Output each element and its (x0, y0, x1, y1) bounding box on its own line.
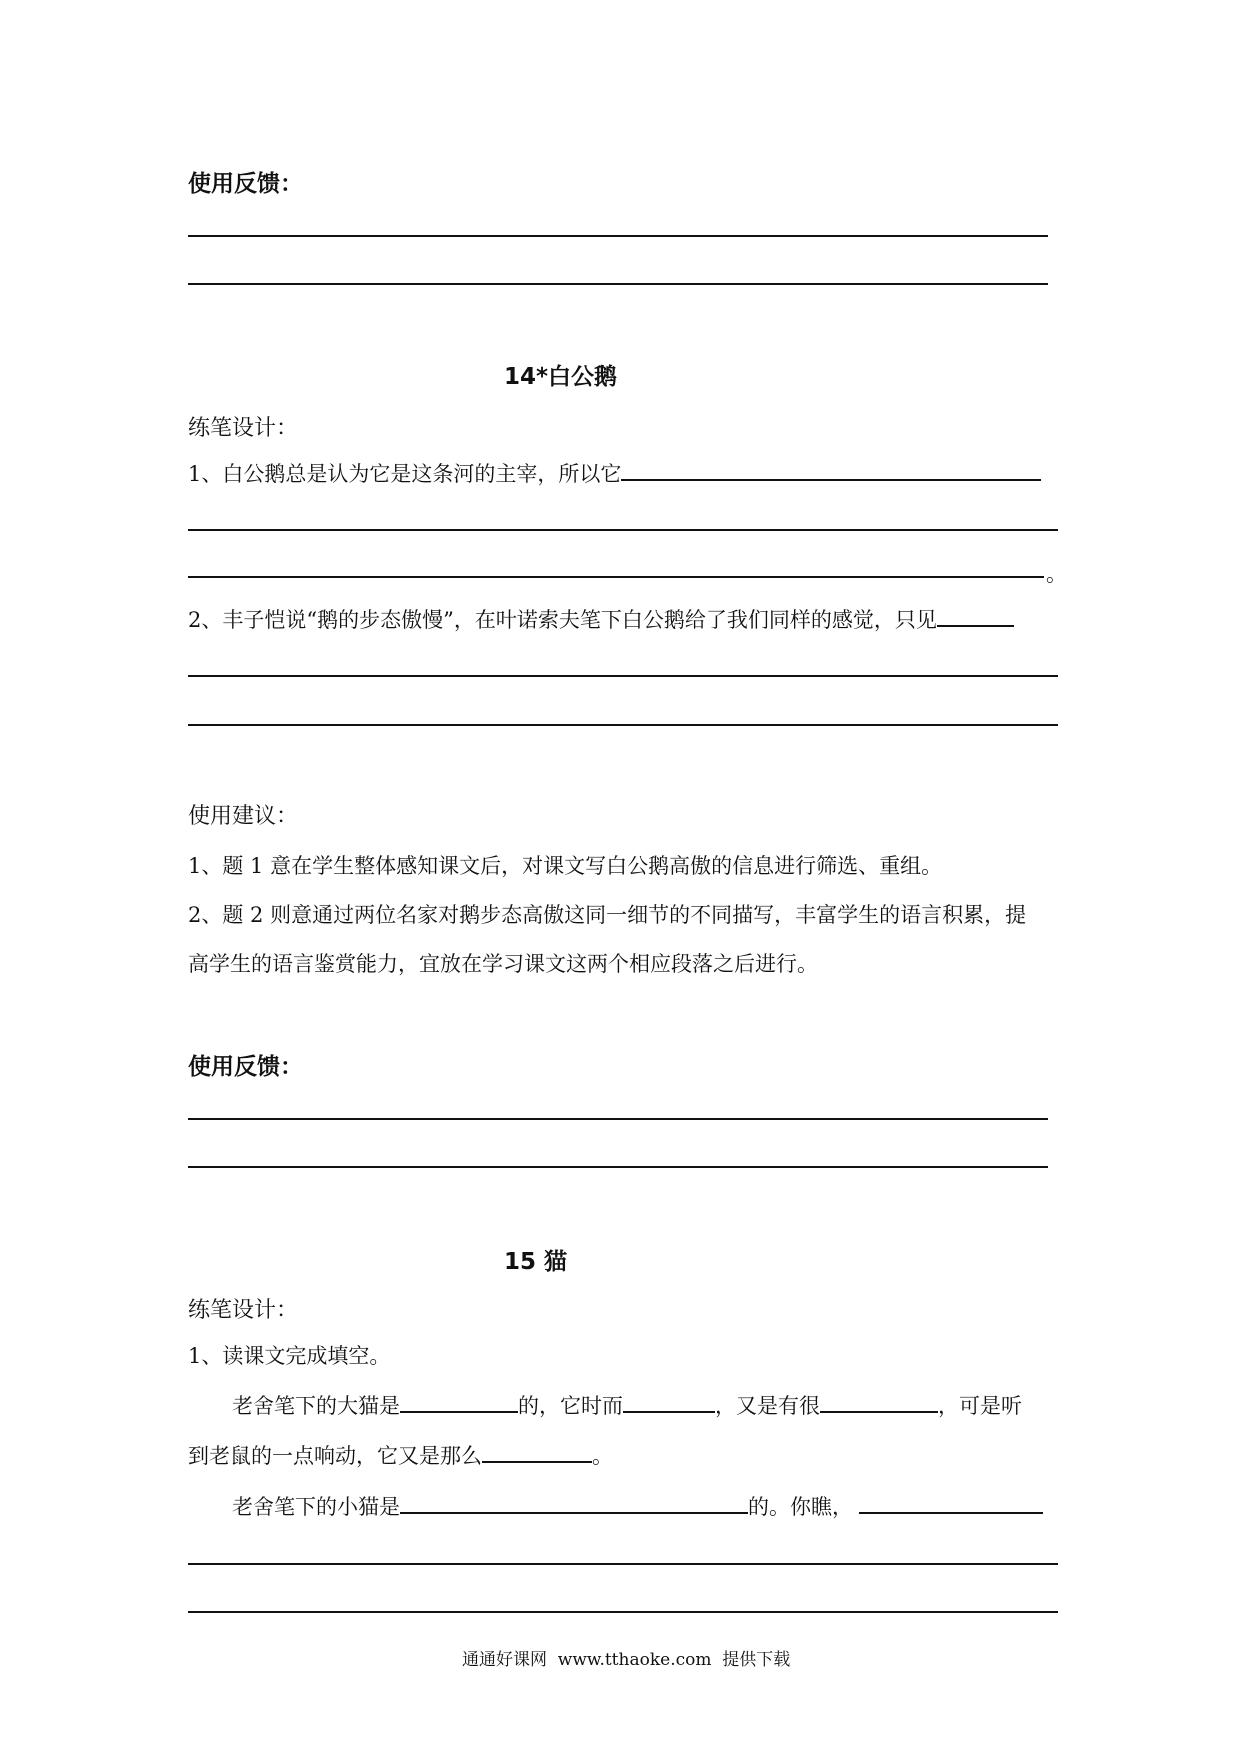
fill-blank[interactable] (400, 1391, 518, 1413)
fill-in-para-1-line-2 (188, 1440, 613, 1470)
answer-line (188, 283, 1048, 285)
para-text: 老舍笔下的小猫是 (232, 1495, 400, 1519)
question-text: 1、白公鹅总是认为它是这条河的主宰，所以它 (188, 462, 622, 486)
answer-line (188, 576, 1044, 578)
feedback-heading-1: 使用反馈： (188, 171, 303, 197)
page-footer: 通通好课网 www.tthaoke.com 提供下载 (462, 1650, 791, 1670)
suggestion-2-line-2: 高学生的语言鉴赏能力，宜放在学习课文这两个相应段落之后进行。 (188, 952, 818, 976)
fill-in-para-2 (232, 1491, 1043, 1521)
suggestion-1: 1、题 1 意在学生整体感知课文后，对课文写白公鹅高傲的信息进行筛选、重组。 (188, 854, 943, 878)
para-text: 的，它时而 (518, 1394, 623, 1418)
para-text: 到老鼠的一点响动，它又是那么 (188, 1444, 482, 1468)
question-14-2 (188, 604, 1014, 634)
answer-line (188, 1611, 1058, 1613)
fill-blank[interactable] (623, 1391, 715, 1413)
fill-blank[interactable] (400, 1492, 748, 1514)
feedback-heading-14: 使用反馈： (188, 1054, 303, 1080)
fill-blank[interactable] (621, 459, 1041, 481)
answer-line (188, 529, 1058, 531)
fill-blank[interactable] (937, 605, 1014, 627)
fill-blank[interactable] (482, 1441, 592, 1463)
fill-blank[interactable] (820, 1391, 938, 1413)
para-text: 的。你瞧， (748, 1495, 853, 1519)
answer-line (188, 1166, 1048, 1168)
answer-line (188, 675, 1058, 677)
fill-blank[interactable] (859, 1492, 1043, 1514)
practice-heading-14: 练笔设计： (188, 416, 299, 441)
question-15-1: 1、读课文完成填空。 (188, 1344, 391, 1368)
answer-line (188, 1563, 1058, 1565)
practice-heading-15: 练笔设计： (188, 1298, 299, 1323)
sentence-end-mark: 。 (1046, 562, 1067, 586)
para-text: ，又是有很 (715, 1394, 820, 1418)
answer-line (188, 235, 1048, 237)
lesson-15-title: 15 猫 (504, 1249, 568, 1275)
answer-line (188, 724, 1058, 726)
para-text: ，可是听 (938, 1394, 1022, 1418)
suggestion-2-line-1: 2、题 2 则意通过两位名家对鹅步态高傲这同一细节的不同描写，丰富学生的语言积累，提 (188, 903, 1027, 927)
para-text: 老舍笔下的大猫是 (232, 1394, 400, 1418)
answer-line (188, 1118, 1048, 1120)
question-14-1 (188, 458, 1041, 488)
suggestion-heading-14: 使用建议： (188, 804, 299, 829)
para-text: 。 (592, 1444, 613, 1468)
lesson-14-title: 14*白公鹅 (504, 364, 618, 390)
fill-in-para-1-line-1 (232, 1390, 1022, 1420)
question-text: 2、丰子恺说“鹅的步态傲慢”，在叶诺索夫笔下白公鹅给了我们同样的感觉，只见 (188, 608, 937, 632)
